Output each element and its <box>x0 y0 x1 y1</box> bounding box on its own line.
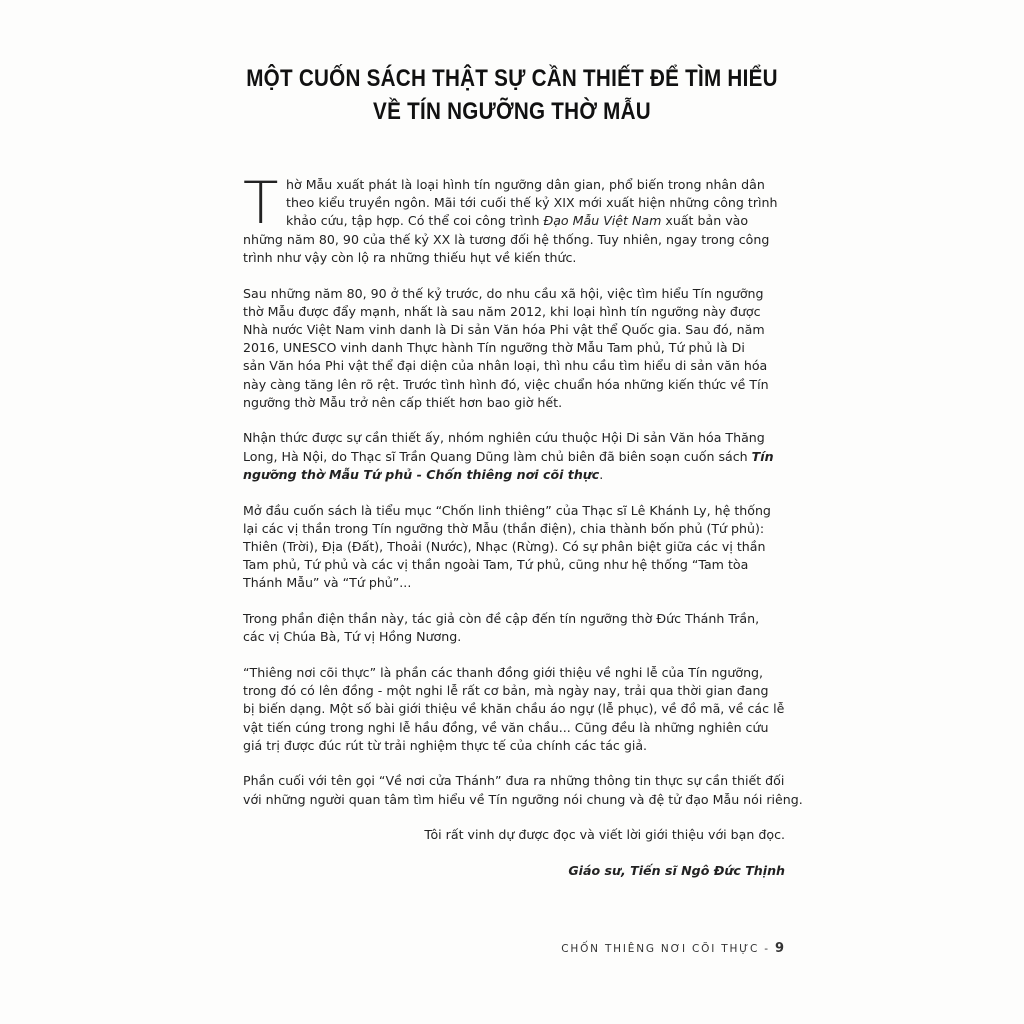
text-line: sản Văn hóa Phi vật thể đại diện của nhân loại, thì nhu cầu tìm hiểu di sản văn hóa <box>243 358 768 374</box>
page-title <box>200 62 824 128</box>
text-line: với những người quan tâm tìm hiểu về Tín ngưỡng nói chung và đệ tử đạo Mẫu nói riêng. <box>243 791 803 807</box>
text-line: ngưỡng thờ Mẫu trở nên cấp thiết hơn bao giờ hết. <box>243 394 563 410</box>
text-line: các vị Chúa Bà, Tứ vị Hồng Nương. <box>243 629 462 645</box>
article-body <box>243 169 803 880</box>
drop-cap: T <box>243 169 279 237</box>
paragraph-7 <box>243 772 803 808</box>
page-footer <box>561 941 784 956</box>
text-line: Nhận thức được sự cần thiết ấy, nhóm nghiên cứu thuộc Hội Di sản Văn hóa Thăng <box>243 430 765 446</box>
text-line: bị biến dạng. Một số bài giới thiệu về khăn chầu áo ngự (lễ phục), về đồ mã, về các lễ <box>243 701 785 717</box>
text-line: Trong phần điện thần này, tác giả còn đề cập đến tín ngưỡng thờ Đức Thánh Trần, <box>243 611 760 627</box>
running-title: CHỐN THIÊNG NƠI CÕI THỰC - <box>561 943 775 955</box>
book-title-bold-italic: Tín <box>751 448 774 464</box>
title-line-2: VỀ TÍN NGƯỠNG THỜ MẪU <box>373 98 651 125</box>
paragraph-6 <box>243 664 785 755</box>
text-line: những năm 80, 90 của thế kỷ XX là tương đối hệ thống. Tuy nhiên, ngay trong công <box>243 231 770 247</box>
text-line: Nhà nước Việt Nam vinh danh là Di sản Văn hóa Phi vật thể Quốc gia. Sau đó, năm <box>243 321 765 337</box>
text-line: Tam phủ, Tứ phủ và các vị thần ngoài Tam, Tứ phủ, cũng như hệ thống “Tam tòa <box>243 557 749 573</box>
signature: Giáo sư, Tiến sĩ Ngô Đức Thịnh <box>568 863 785 879</box>
text-line: này càng tăng lên rõ rệt. Trước tình hình đó, việc chuẩn hóa những kiến thức về Tín <box>243 376 769 392</box>
text-line: Thiên (Trời), Địa (Đất), Thoải (Nước), Nhạc (Rừng). Có sự phân biệt giữa các vị thần <box>243 538 766 554</box>
paragraph-3 <box>243 429 785 484</box>
text-line <box>243 466 785 484</box>
text-line: “Thiêng nơi cõi thực” là phần các thanh đồng giới thiệu về nghi lễ của Tín ngưỡng, <box>243 664 764 680</box>
text-line: lại các vị thần trong Tín ngưỡng thờ Mẫu (thần điện), chia thành bốn phủ (Tứ phủ): <box>243 520 765 536</box>
text-line: hờ Mẫu xuất phát là loại hình tín ngưỡng dân gian, phổ biến trong nhân dân <box>286 177 765 192</box>
closing-line: Tôi rất vinh dự được đọc và viết lời giới thiệu với bạn đọc. <box>424 827 785 843</box>
paragraph-1 <box>243 169 785 267</box>
text-line: Phần cuối với tên gọi “Về nơi cửa Thánh” đưa ra những thông tin thực sự cần thiết đối <box>243 773 785 789</box>
book-title-bold-italic: ngưỡng thờ Mẫu Tứ phủ - Chốn thiêng nơi cõi thực <box>243 466 600 482</box>
page-number: 9 <box>774 941 784 956</box>
text-run: xuất bản vào <box>661 213 749 229</box>
text-line: trong đó có lên đồng - một nghi lễ rất cơ bản, mà ngày nay, trải qua thời gian đang <box>243 683 769 699</box>
text-line: trình như vậy còn lộ ra những thiếu hụt về kiến thức. <box>243 249 577 265</box>
paragraph-5 <box>243 610 785 646</box>
text-run: Long, Hà Nội, do Thạc sĩ Trần Quang Dũng làm chủ biên đã biên soạn cuốn sách <box>243 448 752 464</box>
text-line: Sau những năm 80, 90 ở thế kỷ trước, do nhu cầu xã hội, việc tìm hiểu Tín ngưỡng <box>243 285 764 301</box>
paragraph-4 <box>243 502 785 593</box>
text-line: 2016, UNESCO vinh danh Thực hành Tín ngưỡng thờ Mẫu Tam phủ, Tứ phủ là Di <box>243 340 745 356</box>
text-line: thờ Mẫu được đẩy mạnh, nhất là sau năm 2012, khi loại hình tín ngưỡng này được <box>243 303 761 319</box>
text-line: theo kiểu truyền ngôn. Mãi tới cuối thế kỷ XIX mới xuất hiện những công trình <box>286 195 778 211</box>
book-title-italic: Đạo Mẫu Việt Nam <box>543 213 662 229</box>
text-line <box>243 448 785 466</box>
text-line: Mở đầu cuốn sách là tiểu mục “Chốn linh thiêng” của Thạc sĩ Lê Khánh Ly, hệ thống <box>243 502 771 518</box>
text-line <box>243 212 785 230</box>
text-line: giá trị được đúc rút từ trải nghiệm thực tế của chính các tác giả. <box>243 737 648 753</box>
paragraph-2 <box>243 285 785 412</box>
text-run: khảo cứu, tập hợp. Có thể coi công trình <box>286 213 544 229</box>
text-line: Thánh Mẫu” và “Tứ phủ”... <box>243 575 412 591</box>
text-run: . <box>599 466 604 482</box>
text-line: vật tiến cúng trong nghi lễ hầu đồng, về văn chầu... Cũng đều là những nghiên cứu <box>243 719 769 735</box>
title-line-1: MỘT CUỐN SÁCH THẬT SỰ CẦN THIẾT ĐỂ TÌM HIỂU <box>246 65 778 92</box>
